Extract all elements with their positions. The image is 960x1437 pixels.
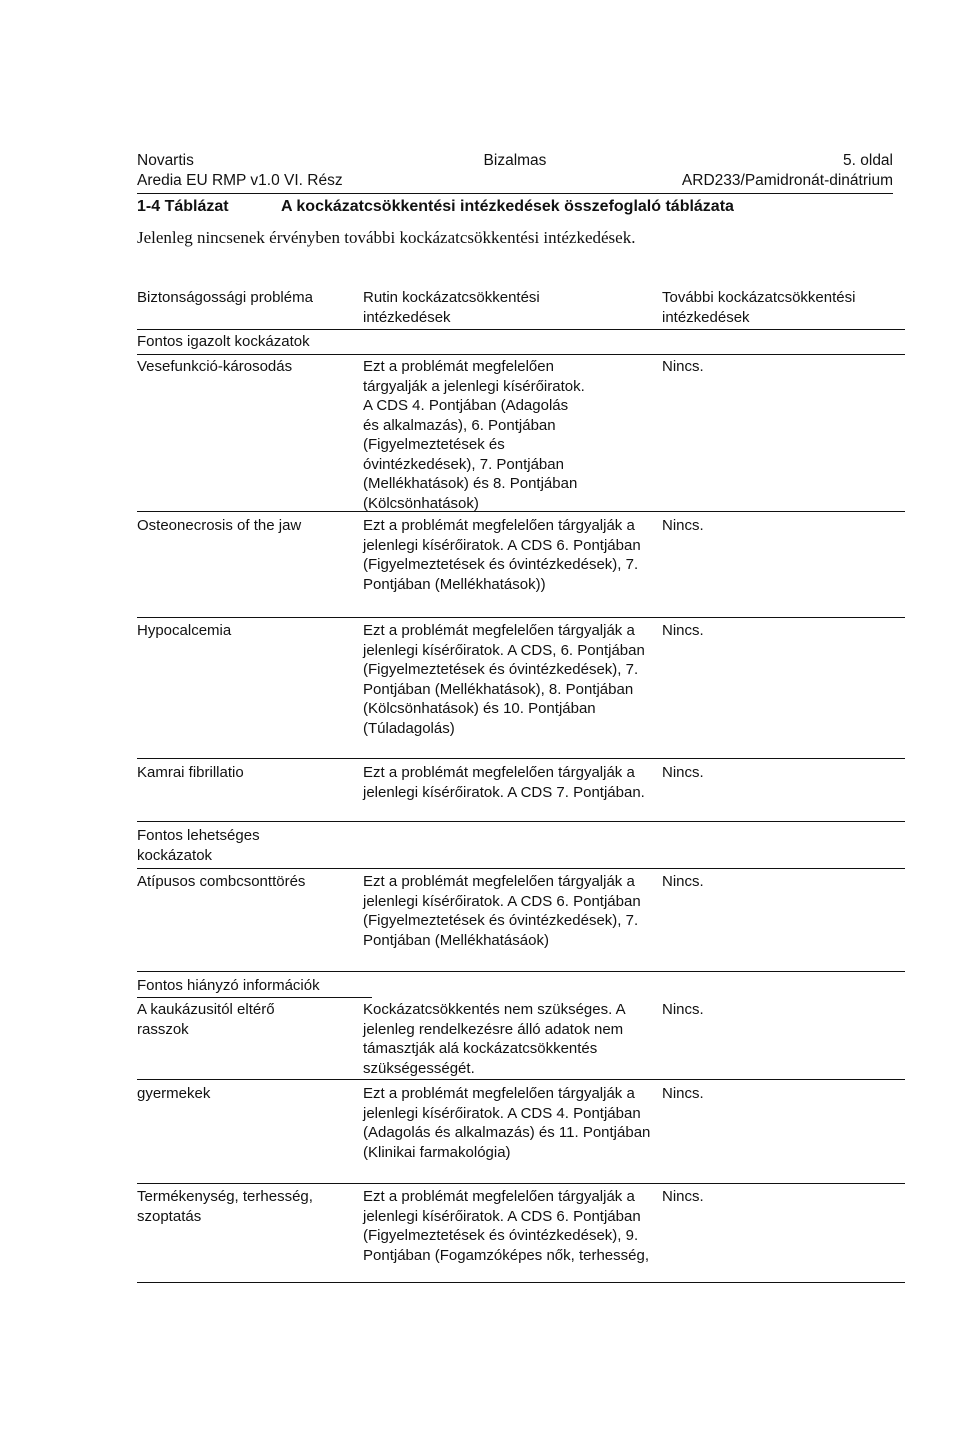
row-problem: Hypocalcemia <box>137 622 232 639</box>
section-label: Fontos lehetséges kockázatok <box>137 827 260 864</box>
row-routine: Kockázatcsökkentés nem szükséges. A jelenleg rendelkezésre álló adatok nem támasztják alá kockázatcsökkentés szükségességét. <box>363 1001 625 1077</box>
row-problem: gyermekek <box>137 1085 211 1102</box>
row-rule <box>137 758 905 759</box>
row-additional: Nincs. <box>662 764 704 781</box>
table-title-text: A kockázatcsökkentési intézkedések összefoglaló táblázata <box>281 198 734 215</box>
row-rule <box>137 511 905 512</box>
column-header-routine: Rutin kockázatcsökkentési intézkedések <box>363 289 540 326</box>
row-additional: Nincs. <box>662 1188 704 1205</box>
product-name: ARD233/Pamidronát-dinátrium <box>681 172 893 189</box>
page-header <box>137 152 893 192</box>
row-routine: Ezt a problémát megfelelően tárgyalják a jelenlegi kísérőiratok. A CDS 7. Pontjában. <box>363 764 645 801</box>
section-rule <box>137 354 905 355</box>
header-divider <box>137 193 893 194</box>
row-additional: Nincs. <box>662 873 704 890</box>
section-rule <box>137 868 905 869</box>
table-bottom-rule <box>137 1282 905 1283</box>
row-additional: Nincs. <box>662 1085 704 1102</box>
document-name: Aredia EU RMP v1.0 VI. Rész <box>137 172 343 189</box>
row-routine: Ezt a problémát megfelelően tárgyalják a jelenlegi kísérőiratok. A CDS 6. Pontjában (Figyelmeztetések és óvintézkedések), 7. Pontjában (Mellékhatások)) <box>363 517 641 593</box>
section-rule <box>137 997 372 998</box>
table-number: 1-4 Táblázat <box>137 198 229 215</box>
row-additional: Nincs. <box>662 358 704 375</box>
table-title <box>137 198 734 216</box>
row-additional: Nincs. <box>662 517 704 534</box>
confidential-label: Bizalmas <box>483 152 547 169</box>
page-number: 5. oldal <box>843 152 893 169</box>
row-routine: Ezt a problémát megfelelően tárgyalják a jelenlegi kísérőiratok. A CDS 6. Pontjában (Figyelmeztetések és óvintézkedések), 9. Pontjában (Fogamzóképes nők, terhesség, <box>363 1188 650 1264</box>
row-problem: A kaukázusitól eltérő rasszok <box>137 1001 275 1038</box>
column-header-additional: További kockázatcsökkentési intézkedések <box>662 289 856 326</box>
row-problem: Osteonecrosis of the jaw <box>137 517 302 534</box>
row-rule <box>137 971 905 972</box>
column-header-problem: Biztonságossági probléma <box>137 289 313 306</box>
header-rule <box>137 329 905 330</box>
intro-note: Jelenleg nincsenek érvényben további kockázatcsökkentési intézkedések. <box>137 228 636 247</box>
row-rule <box>137 1079 905 1080</box>
row-problem: Vesefunkció-károsodás <box>137 358 293 375</box>
row-rule <box>137 617 905 618</box>
row-additional: Nincs. <box>662 622 704 639</box>
row-rule <box>137 821 905 822</box>
row-problem: Atípusos combcsonttörés <box>137 873 306 890</box>
row-routine: Ezt a problémát megfelelően tárgyalják a jelenlegi kísérőiratok. A CDS 4. Pontjában (Adagolás és alkalmazás) és 11. Pontjában (Klinikai farmakológia) <box>363 1085 651 1161</box>
row-rule <box>137 1183 905 1184</box>
section-label: Fontos igazolt kockázatok <box>137 333 310 350</box>
row-additional: Nincs. <box>662 1001 704 1018</box>
company-name: Novartis <box>137 152 194 169</box>
row-routine: Ezt a problémát megfelelően tárgyalják a jelenlegi kísérőiratok. A CDS 4. Pontjában (Adagolás és alkalmazás), 6. Pontjában (Figyelmeztetések és óvintézkedések), 7. Pontjában (Mellékhatások) és 8. Pontjában (Kölcsönhatások) <box>363 358 585 512</box>
row-routine: Ezt a problémát megfelelően tárgyalják a jelenlegi kísérőiratok. A CDS, 6. Pontjában (Figyelmeztetések és óvintézkedések), 7. Pontjában (Mellékhatások), 8. Pontjában (Kölcsönhatások) és 10. Pontjában (Túladagolás) <box>363 622 645 737</box>
section-label: Fontos hiányzó információk <box>137 977 320 994</box>
row-problem: Kamrai fibrillatio <box>137 764 244 781</box>
row-problem: Termékenység, terhesség, szoptatás <box>137 1188 313 1225</box>
row-routine: Ezt a problémát megfelelően tárgyalják a jelenlegi kísérőiratok. A CDS 6. Pontjában (Figyelmeztetések és óvintézkedések), 7. Pontjában (Mellékhatásáok) <box>363 873 641 949</box>
